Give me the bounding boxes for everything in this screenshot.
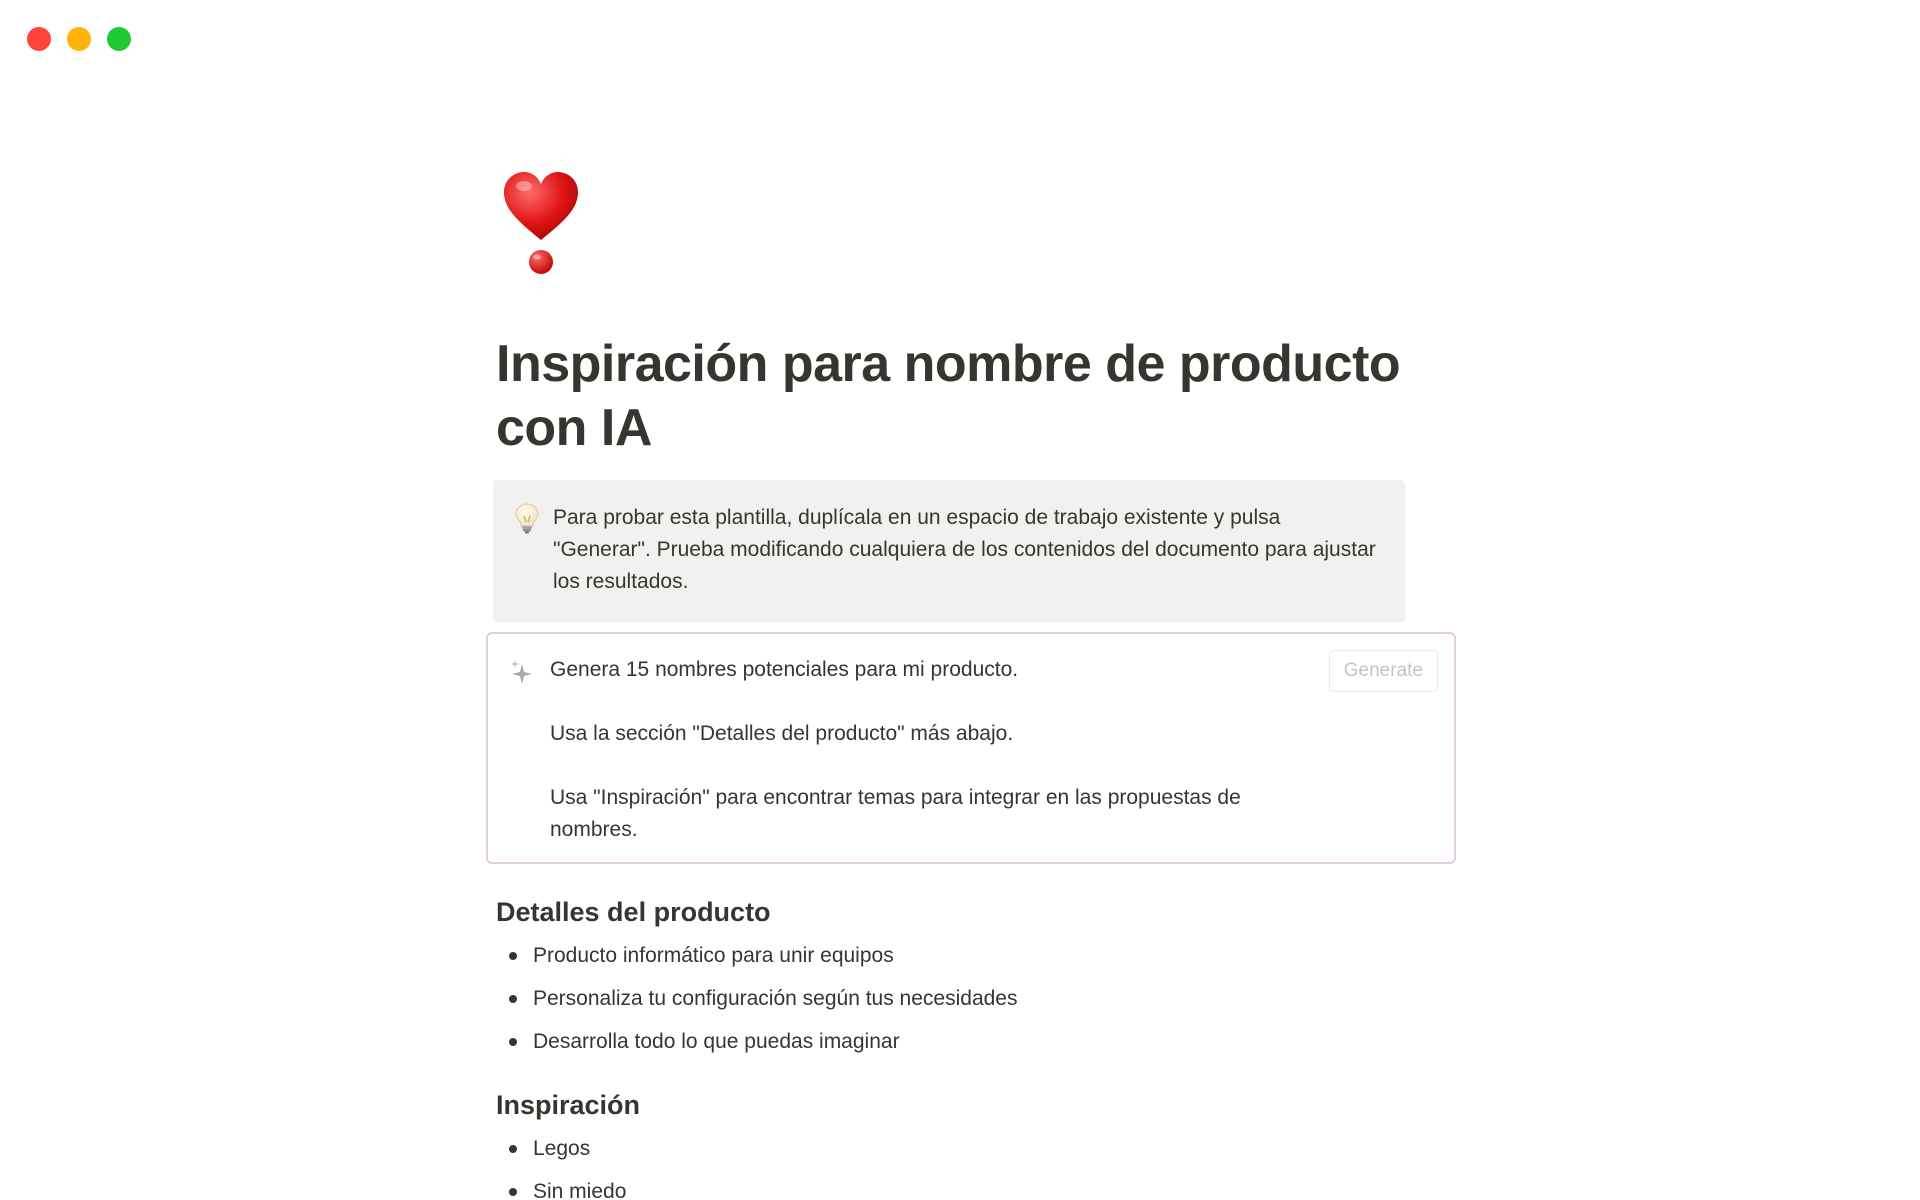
ai-prompt-line: Usa "Inspiración" para encontrar temas para integrar en las propuestas de nombres. <box>550 786 1241 841</box>
light-bulb-icon <box>513 502 541 534</box>
sparkle-icon <box>508 658 534 688</box>
callout-block[interactable] <box>493 480 1405 622</box>
window-controls <box>27 27 131 51</box>
page-content <box>496 168 1446 1200</box>
ai-prompt-text[interactable] <box>550 654 1310 846</box>
section-heading[interactable]: Inspiración <box>496 1090 641 1120</box>
ai-prompt-line: Usa la sección "Detalles del producto" más abajo. <box>550 722 1014 745</box>
close-window-button[interactable] <box>27 27 51 51</box>
bullet-list <box>496 1127 1446 1200</box>
list-item[interactable]: Legos <box>496 1127 1446 1170</box>
callout-text[interactable]: Para probar esta plantilla, duplícala en un espacio de trabajo existente y pulsa "Generar". Prueba modificando cualquiera de los contenidos del documento para ajustar los resultados. <box>553 506 1376 593</box>
page-title[interactable]: Inspiración para nombre de producto con IA <box>496 335 1401 457</box>
bullet-list <box>496 934 1446 1063</box>
section-inspiration <box>496 1087 1446 1200</box>
section-product-details <box>496 894 1446 1063</box>
section-heading[interactable]: Detalles del producto <box>496 897 771 927</box>
generate-button[interactable]: Generate <box>1329 650 1438 692</box>
heavy-heart-exclamation-icon[interactable] <box>496 168 586 278</box>
list-item[interactable]: Desarrolla todo lo que puedas imaginar <box>496 1020 1446 1063</box>
list-item[interactable]: Personaliza tu configuración según tus necesidades <box>496 977 1446 1020</box>
ai-prompt-block[interactable] <box>486 632 1456 864</box>
list-item[interactable]: Sin miedo <box>496 1170 1446 1200</box>
minimize-window-button[interactable] <box>67 27 91 51</box>
list-item[interactable]: Producto informático para unir equipos <box>496 934 1446 977</box>
ai-prompt-line: Genera 15 nombres potenciales para mi producto. <box>550 658 1019 681</box>
maximize-window-button[interactable] <box>107 27 131 51</box>
